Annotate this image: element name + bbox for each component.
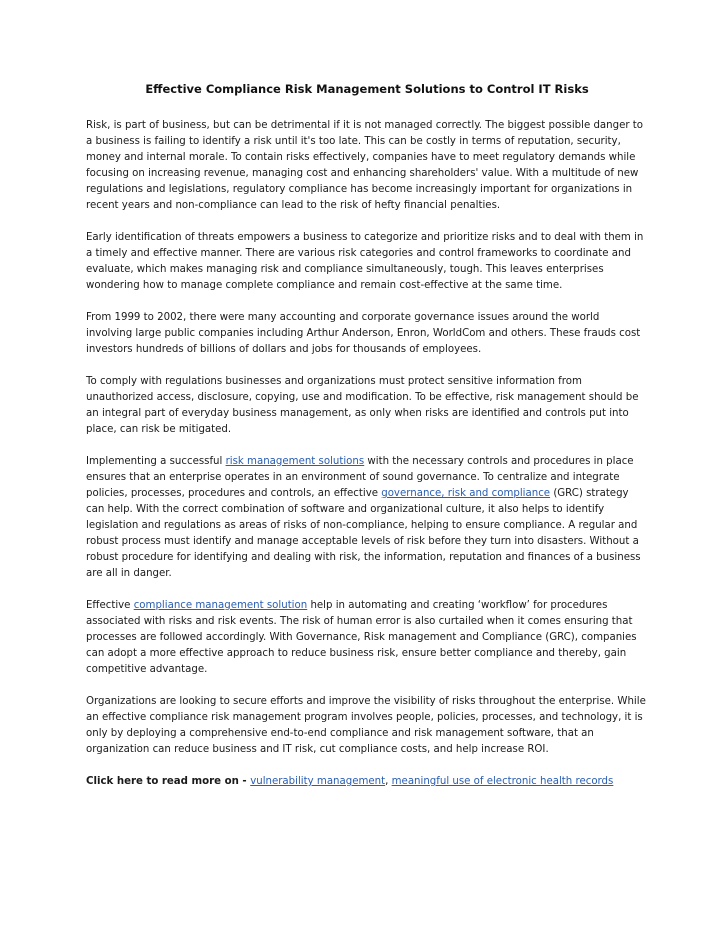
meaningful-use-ehr-link[interactable]: meaningful use of electronic health records	[391, 776, 614, 787]
document-title: Effective Compliance Risk Management Solutions to Control IT Risks	[145, 82, 589, 96]
footer-separator: ,	[385, 776, 392, 787]
risk-management-solutions-link[interactable]: risk management solutions	[225, 456, 365, 467]
paragraph-early-identification: Early identification of threats empowers a business to categorize and prioritize risks and to deal with them in a timely and effective manner. There are various risk categories and control frameworks to coordinate and evaluate, which makes managing risk and compliance simultaneously, tough. This leaves enterprises wondering how to manage complete compliance and remain cost-effective at the same time.	[86, 232, 644, 291]
paragraph-implementing-text-a: Implementing a successful	[86, 456, 226, 467]
paragraph-effective-text-a: Effective	[86, 600, 134, 611]
paragraph-implementing	[86, 454, 648, 582]
paragraph-1999-2002: From 1999 to 2002, there were many accounting and corporate governance issues around the world involving large public companies including Arthur Anderson, Enron, WorldCom and others. These frauds cost investors hundreds of billions of dollars and jobs for thousands of employees.	[86, 312, 641, 355]
paragraph-organizations: Organizations are looking to secure efforts and improve the visibility of risks throughout the enterprise. While an effective compliance risk management program involves people, policies, processes, and technology, it is only by deploying a comprehensive end-to-end compliance and risk management software, that an organization can reduce business and IT risk, cut compliance costs, and help increase ROI.	[86, 696, 646, 755]
paragraph-implementing-text-c: (GRC) strategy can help. With the correct combination of software and organizational culture, it also helps to identify legislation and regulations as areas of risks of non-compliance, helping to ensure compliance. A regular and robust process must identify and manage acceptable levels of risk before they turn into disasters. Without a robust procedure for identifying and dealing with risk, the information, reputation and finances of a business are all in danger.	[86, 488, 641, 579]
paragraph-implementing-text-b: with the necessary controls and procedures in place ensures that an enterprise operates in an environment of sound governance. To centralize and integrate policies, processes, procedures and controls, an effective	[86, 456, 634, 499]
document-page	[86, 80, 648, 806]
paragraph-risk-intro: Risk, is part of business, but can be detrimental if it is not managed correctly. The biggest possible danger to a business is failing to identify a risk until it's too late. This can be costly in terms of reputation, security, money and internal morale. To contain risks effectively, companies have to meet regulatory demands while focusing on increasing revenue, managing cost and enhancing shareholders' value. With a multitude of new regulations and legislations, regulatory compliance has become increasingly important for organizations in recent years and non-compliance can lead to the risk of hefty financial penalties.	[86, 120, 644, 211]
paragraph-effective-compliance	[86, 598, 648, 678]
footer-lead-text: Click here to read more on -	[86, 776, 251, 787]
compliance-management-solution-link[interactable]: compliance management solution	[133, 600, 308, 611]
governance-risk-compliance-link[interactable]: governance, risk and compliance	[381, 488, 551, 499]
vulnerability-management-link[interactable]: vulnerability management	[250, 776, 386, 787]
paragraph-comply-regulations: To comply with regulations businesses and organizations must protect sensitive information from unauthorized access, disclosure, copying, use and modification. To be effective, risk management should be an integral part of everyday business management, as only when risks are identified and controls put into place, can risk be mitigated.	[86, 376, 639, 435]
paragraph-effective-text-b: help in automating and creating ‘workflow’ for procedures associated with risks and risk events. The risk of human error is also curtailed when it comes ensuring that processes are followed accordingly. With Governance, Risk management and Compliance (GRC), companies can adopt a more effective approach to reduce business risk, ensure better compliance and thereby, gain competitive advantage.	[86, 600, 637, 675]
footer-read-more	[86, 774, 648, 790]
